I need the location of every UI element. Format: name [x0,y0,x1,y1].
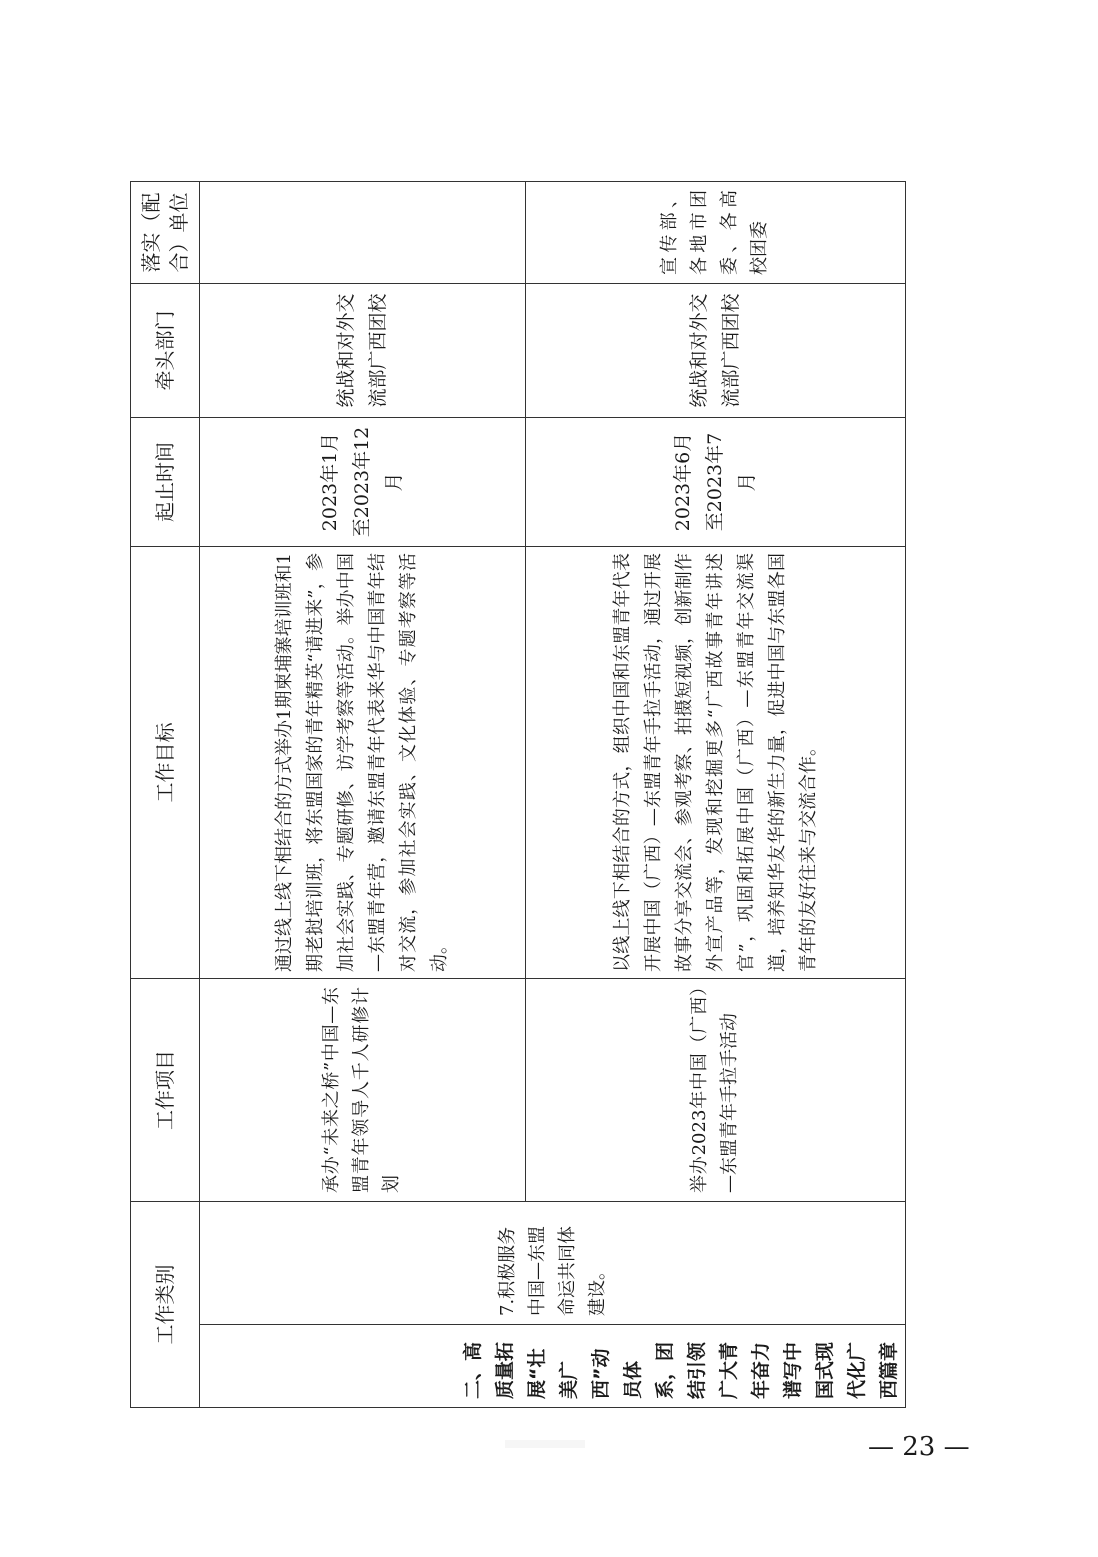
table-row [200,182,526,1408]
category-subtitle: 7.积极服务中国—东盟命运共同体建设。 [496,1226,608,1316]
project-cell: 举办2023年中国（广西）—东盟青年手拉手活动 [525,979,905,1202]
unit-cell: 宣传部、各地市团委、各高校团委 [525,182,905,284]
lead-cell: 统战和对外交流部广西团校 [525,284,905,418]
project-cell: 承办“未来之桥”中国—东盟青年领导人千人研修计划 [200,979,526,1202]
rotated-table-page [130,182,903,1408]
header-category: 工作类别 [131,1202,200,1408]
scan-artifact [505,1440,585,1448]
header-unit: 落实（配合）单位 [131,182,200,284]
page-number: — 23 — [868,1432,970,1462]
category-title: 二、高质量拓展“壮美广西”动员体系，团结引领广大青年奋力谱写中国式现代化广西篇章 [462,1341,900,1399]
work-plan-table [130,181,906,1408]
category-right [200,1202,905,1324]
goal-cell: 以线上线下相结合的方式，组织中国和东盟青年代表开展中国（广西）—东盟青年手拉手活动，通过开展故事分享交流会、参观考察、拍摄短视频，创新制作外宣产品等，发现和挖掘更多“广西故事青年讲述官”，巩固和拓展中国（广西）—东盟青年交流渠道，培养知华友华的新生力量，促进中国与东盟各国青年的友好往来与交流合作。 [525,547,905,979]
period-cell: 2023年1月至2023年12月 [200,418,526,547]
header-project: 工作项目 [131,979,200,1202]
period-cell: 2023年6月至2023年7月 [525,418,905,547]
category-cell [200,1202,906,1408]
header-period: 起止时间 [131,418,200,547]
goal-cell: 通过线上线下相结合的方式举办1期柬埔寨培训班和1期老挝培训班，将东盟国家的青年精英“请进来”，参加社会实践、专题研修、访学考察等活动。举办中国—东盟青年营，邀请东盟青年代表来华与中国青年结对交流，参加社会实践、文化体验、专题考察等活动。 [200,547,526,979]
unit-cell [200,182,526,284]
header-lead: 牵头部门 [131,284,200,418]
category-left-bar [200,1324,905,1407]
table-header-row [131,182,200,1408]
lead-cell: 统战和对外交流部广西团校 [200,284,526,418]
header-goal: 工作目标 [131,547,200,979]
